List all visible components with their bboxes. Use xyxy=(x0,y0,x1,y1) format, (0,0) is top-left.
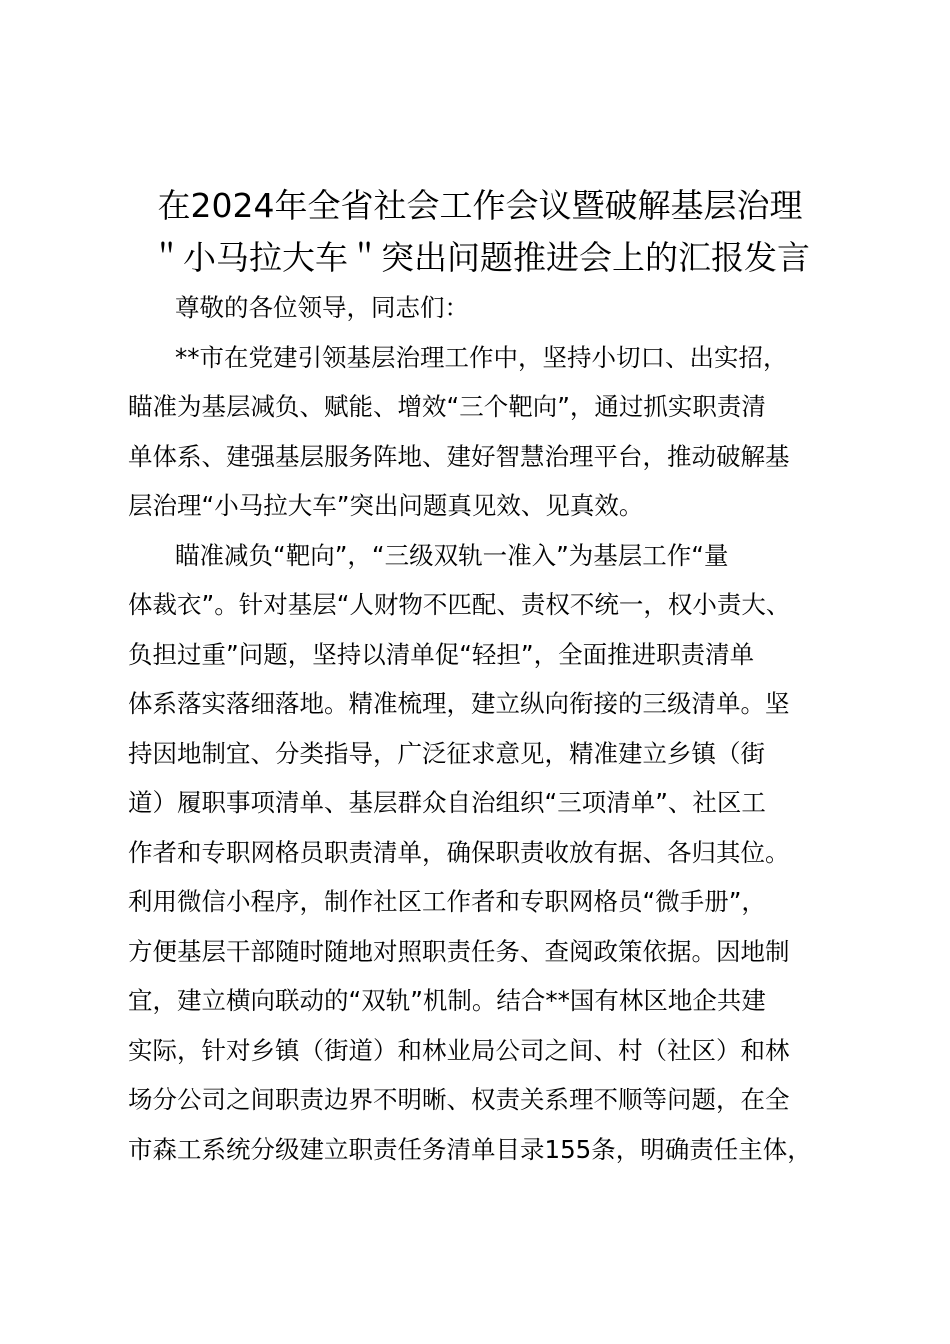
document-body xyxy=(128,283,858,1174)
body-line: 单体系、建强基层服务阵地、建好智慧治理平台，推动破解基 xyxy=(128,441,790,471)
body-line: 利用微信小程序，制作社区工作者和专职网格员“微手册”， xyxy=(128,887,766,916)
body-line: 瞄准为基层减负、赋能、增效“三个靶向”，通过抓实职责清 xyxy=(128,392,766,421)
body-line: 道）履职事项清单、基层群众自治组织“三项清单”、社区工 xyxy=(128,788,766,817)
body-line: 体系落实落细落地。精准梳理，建立纵向衔接的三级清单。坚 xyxy=(128,689,790,718)
body-line: 层治理“小马拉大车”突出问题真见效、见真效。 xyxy=(128,491,644,520)
body-line: 持因地制宜、分类指导，广泛征求意见，精准建立乡镇（街 xyxy=(128,738,765,768)
body-line: 市森工系统分级建立职责任务清单目录155条，明确责任主体， xyxy=(128,1134,812,1164)
title-line-2: ＂小马拉大车＂突出问题推进会上的汇报发言 xyxy=(150,238,810,277)
body-line: 实际，针对乡镇（街道）和林业局公司之间、村（社区）和林 xyxy=(128,1035,790,1065)
document-title xyxy=(120,180,840,284)
body-line: 尊敬的各位领导，同志们： xyxy=(175,293,469,322)
body-line: 宜，建立横向联动的“双轨”机制。结合**国有林区地企共建 xyxy=(128,986,766,1015)
body-line: 作者和专职网格员职责清单，确保职责收放有据、各归其位。 xyxy=(128,837,790,867)
title-line-1: 在2024年全省社会工作会议暨破解基层治理 xyxy=(157,186,803,225)
body-line: 体裁衣”。针对基层“人财物不匹配、责权不统一，权小责大、 xyxy=(128,590,791,619)
body-line: 负担过重”问题，坚持以清单促“轻担”，全面推进职责清单 xyxy=(128,639,755,669)
body-line: 场分公司之间职责边界不明晰、权责关系理不顺等问题，在全 xyxy=(128,1085,790,1114)
body-line: 方便基层干部随时随地对照职责任务、查阅政策依据。因地制 xyxy=(128,936,790,966)
body-line: 瞄准减负“靶向”，“三级双轨一准入”为基层工作“量 xyxy=(175,540,729,570)
body-line: **市在党建引领基层治理工作中，坚持小切口、出实招， xyxy=(175,342,788,372)
